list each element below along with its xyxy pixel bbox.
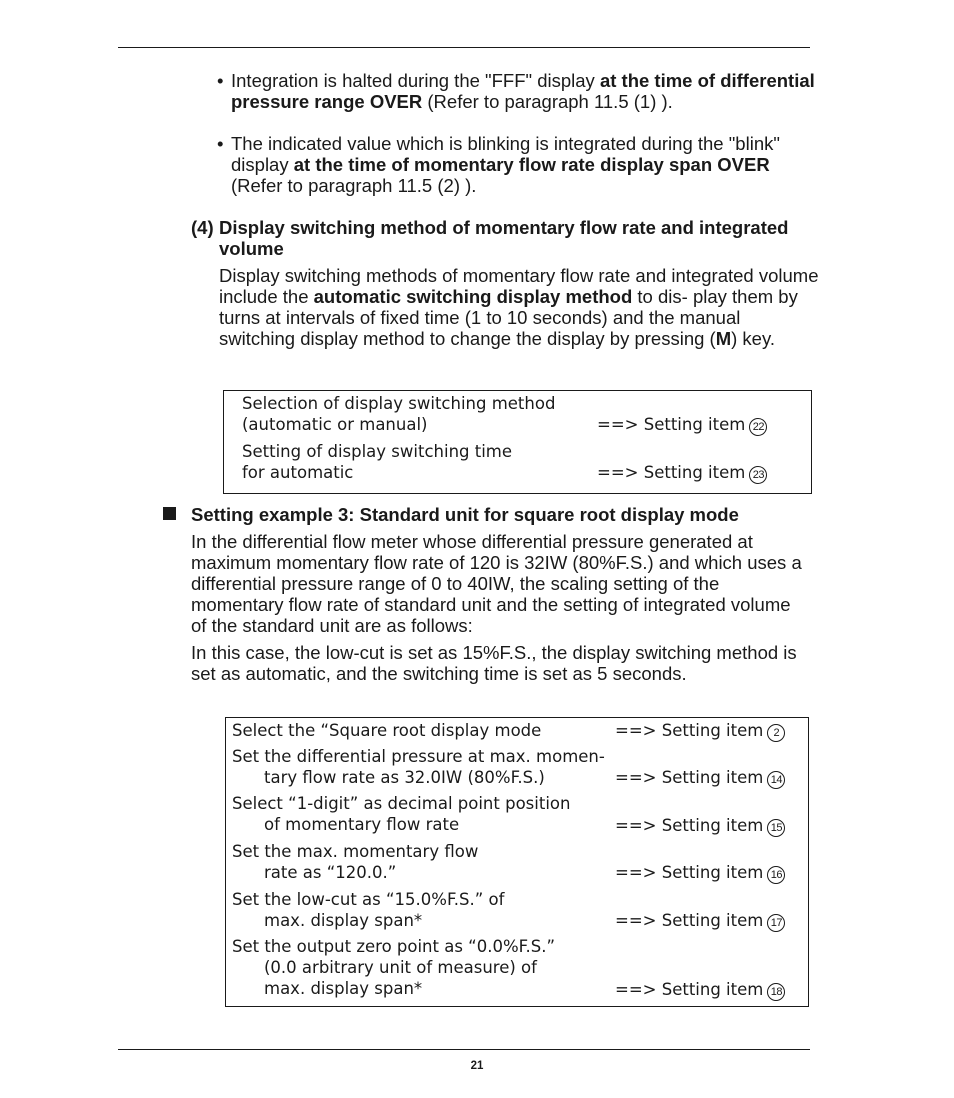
ref-label: ==> Setting item	[615, 816, 764, 835]
circled-number: 18	[767, 983, 785, 1001]
bullet-bold-text: at the time of differential pressure range OVER	[231, 70, 815, 112]
circled-number: 23	[749, 466, 767, 484]
row-line: (automatic or manual)	[242, 415, 428, 434]
setting-item-ref	[597, 462, 767, 484]
box-row	[242, 393, 555, 435]
bullet-symbol: •	[217, 70, 224, 91]
box-row	[232, 889, 504, 931]
row-line: max. display span*	[264, 979, 423, 998]
ref-label: ==> Setting item	[615, 863, 764, 882]
row-line: Set the output zero point as “0.0%F.S.”	[232, 937, 555, 956]
body-text-tail: ) key.	[731, 328, 775, 349]
circled-number: 17	[767, 914, 785, 932]
ref-label: ==> Setting item	[615, 911, 764, 930]
bullet-text: Integration is halted during the "FFF" display	[231, 70, 600, 91]
example-paragraph-1: In the differential flow meter whose differential pressure generated at maximum momentary flow rate of 120 is 32IW (80%F.S.) and which uses a differential pressure range of 0 to 40IW, the scaling setting of the momentary flow rate of standard unit and the setting of integrated volume of the standard unit are as follows:	[191, 531, 802, 636]
top-rule	[118, 47, 810, 48]
ref-label: ==> Setting item	[597, 463, 746, 482]
circled-number: 22	[749, 418, 767, 436]
body-text-mid: to dis- play them by turns at intervals of fixed time (1 to 10 seconds) and the manual switching display method to change the display by pressing (	[219, 286, 798, 349]
section-title: Display switching method of momentary flow rate and integrated volume	[219, 217, 789, 259]
bullet-text: The indicated value which is blinking is integrated during the "blink" display	[231, 133, 780, 175]
row-line: Setting of display switching time	[242, 442, 513, 461]
body-text: Display switching methods of momentary flow rate and integrated volume include the	[219, 265, 819, 307]
settings-box-example-3	[225, 717, 809, 1007]
settings-box-display-switching	[223, 390, 812, 494]
ref-label: ==> Setting item	[615, 721, 764, 740]
section-4-body	[219, 265, 819, 349]
setting-item-ref	[615, 979, 785, 1001]
section-number: (4)	[191, 217, 214, 238]
setting-item-ref	[615, 720, 785, 742]
setting-item-ref	[615, 815, 785, 837]
row-line: rate as “120.0.”	[264, 863, 397, 882]
box-row	[242, 441, 512, 483]
setting-item-ref	[597, 414, 767, 436]
section-square-bullet	[163, 507, 176, 520]
row-line: Select the “Square root display mode	[232, 721, 542, 740]
circled-number: 15	[767, 819, 785, 837]
box-row	[232, 841, 478, 883]
row-line: max. display span*	[264, 911, 423, 930]
box-row	[232, 720, 541, 741]
box-row	[232, 793, 570, 835]
circled-number: 16	[767, 866, 785, 884]
row-line: Set the low-cut as “15.0%F.S.” of	[232, 890, 505, 909]
row-line: Set the max. momentary flow	[232, 842, 479, 861]
bottom-rule	[118, 1049, 810, 1050]
box-row	[232, 936, 555, 999]
example-heading: Setting example 3: Standard unit for square root display mode	[191, 504, 739, 525]
body-bold-text: automatic switching display method	[313, 286, 633, 307]
ref-label: ==> Setting item	[597, 415, 746, 434]
ref-label: ==> Setting item	[615, 980, 764, 999]
bullet-item-blink	[217, 133, 817, 196]
row-line: (0.0 arbitrary unit of measure) of	[264, 958, 537, 977]
bullet-item-fff	[217, 70, 817, 112]
row-line: Selection of display switching method	[242, 394, 556, 413]
row-line: of momentary flow rate	[264, 815, 460, 834]
example-paragraph-2: In this case, the low-cut is set as 15%F.S., the display switching method is set as automatic, and the switching time is set as 5 seconds.	[191, 642, 797, 684]
setting-item-ref	[615, 910, 785, 932]
bullet-bold-text: at the time of momentary flow rate display span OVER	[293, 154, 770, 175]
row-line: for automatic	[242, 463, 354, 482]
bullet-text-tail: (Refer to paragraph 11.5 (1) ).	[422, 91, 673, 112]
page-number: 21	[470, 1060, 484, 1072]
key-label: M	[715, 328, 732, 349]
circled-number: 14	[767, 771, 785, 789]
circled-number: 2	[767, 724, 785, 742]
row-line: tary flow rate as 32.0IW (80%F.S.)	[264, 768, 545, 787]
setting-item-ref	[615, 767, 785, 789]
row-line: Select “1-digit” as decimal point position	[232, 794, 571, 813]
section-4-heading	[191, 217, 811, 259]
bullet-text-tail: (Refer to paragraph 11.5 (2) ).	[231, 175, 477, 196]
row-line: Set the differential pressure at max. momen-	[232, 747, 605, 766]
ref-label: ==> Setting item	[615, 768, 764, 787]
setting-item-ref	[615, 862, 785, 884]
bullet-symbol: •	[217, 133, 224, 154]
box-row	[232, 746, 605, 788]
